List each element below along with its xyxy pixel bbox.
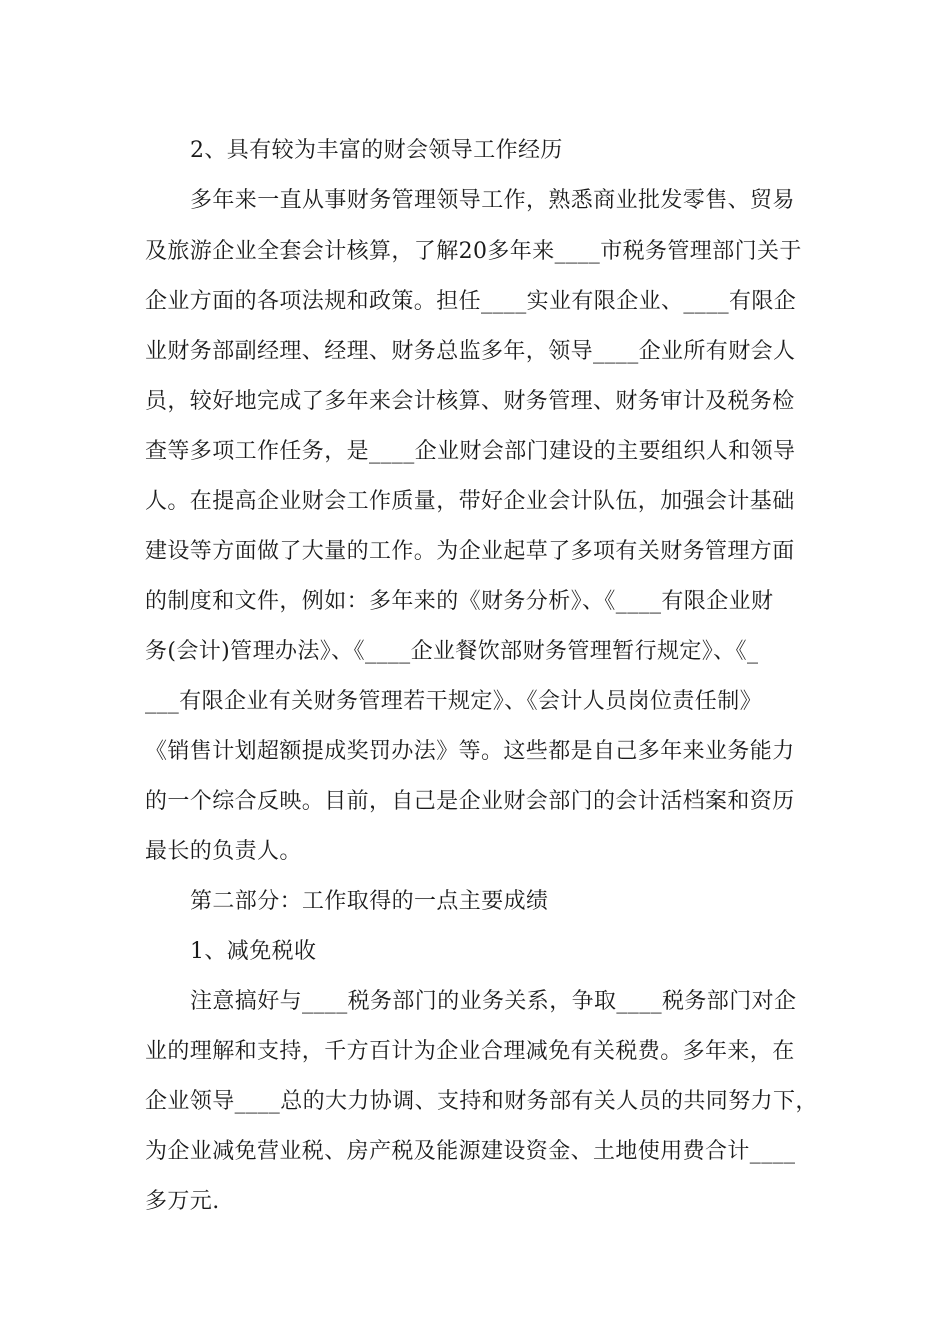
paragraph-line: 及旅游企业全套会计核算，了解20多年来____市税务管理部门关于 xyxy=(145,239,802,264)
paragraph-line: 为企业减免营业税、房产税及能源建设资金、土地使用费合计____ xyxy=(145,1139,796,1164)
paragraph-line: 注意搞好与____税务部门的业务关系，争取____税务部门对企 xyxy=(190,989,797,1014)
paragraph-line: ___有限企业有关财务管理若干规定》、《会计人员岗位责任制》 xyxy=(145,689,763,714)
paragraph-line: 的制度和文件，例如：多年来的《财务分析》、《____有限企业财 xyxy=(145,589,774,614)
paragraph-line: 业财务部副经理、经理、财务总监多年，领导____企业所有财会人 xyxy=(145,339,796,364)
paragraph-line: 多万元. xyxy=(145,1189,220,1214)
paragraph-line: 的一个综合反映。目前，自己是企业财会部门的会计活档案和资历 xyxy=(145,789,795,814)
section-heading: 2、具有较为丰富的财会领导工作经历 xyxy=(190,138,563,163)
paragraph-line: 务(会计)管理办法》、《____企业餐饮部财务管理暂行规定》、《_ xyxy=(145,639,759,664)
paragraph-line: 多年来一直从事财务管理领导工作，熟悉商业批发零售、贸易 xyxy=(190,188,795,213)
paragraph-line: 人。在提高企业财会工作质量，带好企业会计队伍，加强会计基础 xyxy=(145,489,795,514)
paragraph-line: 建设等方面做了大量的工作。为企业起草了多项有关财务管理方面 xyxy=(145,539,795,564)
paragraph-line: 最长的负责人。 xyxy=(145,839,302,864)
paragraph-line: 员，较好地完成了多年来会计核算、财务管理、财务审计及税务检 xyxy=(145,389,795,414)
subsection-heading: 1、减免税收 xyxy=(190,939,317,964)
part-heading: 第二部分：工作取得的一点主要成绩 xyxy=(190,889,549,914)
paragraph-line: 《销售计划超额提成奖罚办法》等。这些都是自己多年来业务能力 xyxy=(145,739,795,764)
paragraph-line: 业的理解和支持，千方百计为企业合理减免有关税费。多年来，在 xyxy=(145,1039,795,1064)
paragraph-line: 企业方面的各项法规和政策。担任____实业有限企业、____有限企 xyxy=(145,289,797,314)
paragraph-line: 查等多项工作任务，是____企业财会部门建设的主要组织人和领导 xyxy=(145,439,796,464)
paragraph-line: 企业领导____总的大力协调、支持和财务部有关人员的共同努力下， xyxy=(145,1089,818,1114)
